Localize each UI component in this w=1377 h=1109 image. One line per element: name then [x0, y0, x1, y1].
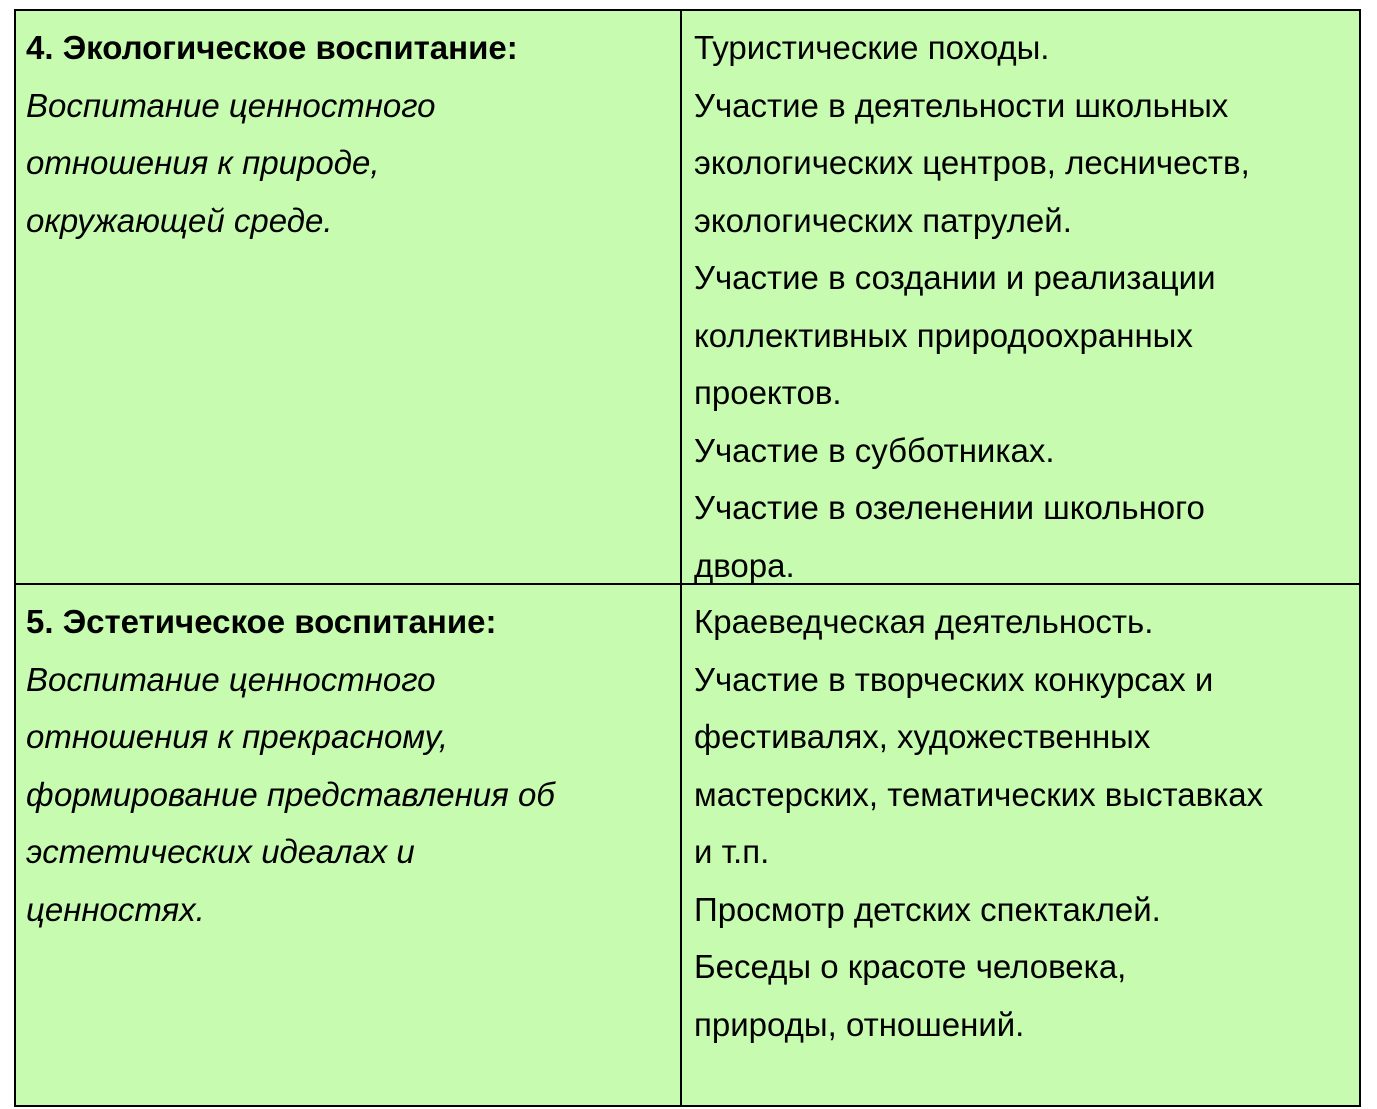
row-aesthetic-direction-cell — [16, 585, 682, 1105]
row-description-line: отношения к природе, — [26, 144, 380, 181]
activity-line: Туристические походы. — [694, 29, 1050, 66]
row-description-line: окружающей среде. — [26, 201, 333, 239]
activity-line: природы, отношений. — [694, 1005, 1025, 1043]
activity-line: коллективных природоохранных — [694, 316, 1193, 354]
activity-line: и т.п. — [694, 833, 770, 870]
activity-line: Краеведческая деятельность. — [694, 603, 1154, 640]
activity-line: Участие в творческих конкурсах и — [694, 660, 1214, 698]
row-description-line: эстетических идеалах и — [26, 833, 415, 870]
activity-line: Участие в деятельности школьных — [694, 86, 1229, 124]
activity-line: Участие в создании и реализации — [694, 259, 1216, 296]
education-table — [14, 9, 1361, 1107]
activity-line: Участие в озеленении школьного — [694, 489, 1205, 526]
activity-line: мастерских, тематических выставках — [694, 775, 1264, 813]
row-ecological-activities-cell — [682, 11, 1359, 585]
activity-line: фестивалях, художественных — [694, 718, 1151, 755]
row-aesthetic-activities-cell — [682, 585, 1359, 1105]
row-ecological-direction-cell — [16, 11, 682, 585]
activity-line: экологических центров, лесничеств, — [694, 144, 1250, 181]
row-heading: 4. Экологическое воспитание: — [26, 29, 518, 66]
activity-line: Участие в субботниках. — [694, 431, 1055, 469]
activity-line: Просмотр детских спектаклей. — [694, 890, 1161, 928]
activity-line: Беседы о красоте человека, — [694, 948, 1127, 985]
activity-line: экологических патрулей. — [694, 201, 1072, 239]
row-description-line: Воспитание ценностного — [26, 86, 436, 124]
row-heading: 5. Эстетическое воспитание: — [26, 603, 497, 640]
activity-line: двора. — [694, 546, 795, 584]
row-description-line: ценностях. — [26, 890, 205, 928]
row-description-line: формирование представления об — [26, 775, 555, 813]
row-description-line: отношения к прекрасному, — [26, 718, 449, 755]
row-description-line: Воспитание ценностного — [26, 660, 436, 698]
activity-line: проектов. — [694, 374, 842, 411]
